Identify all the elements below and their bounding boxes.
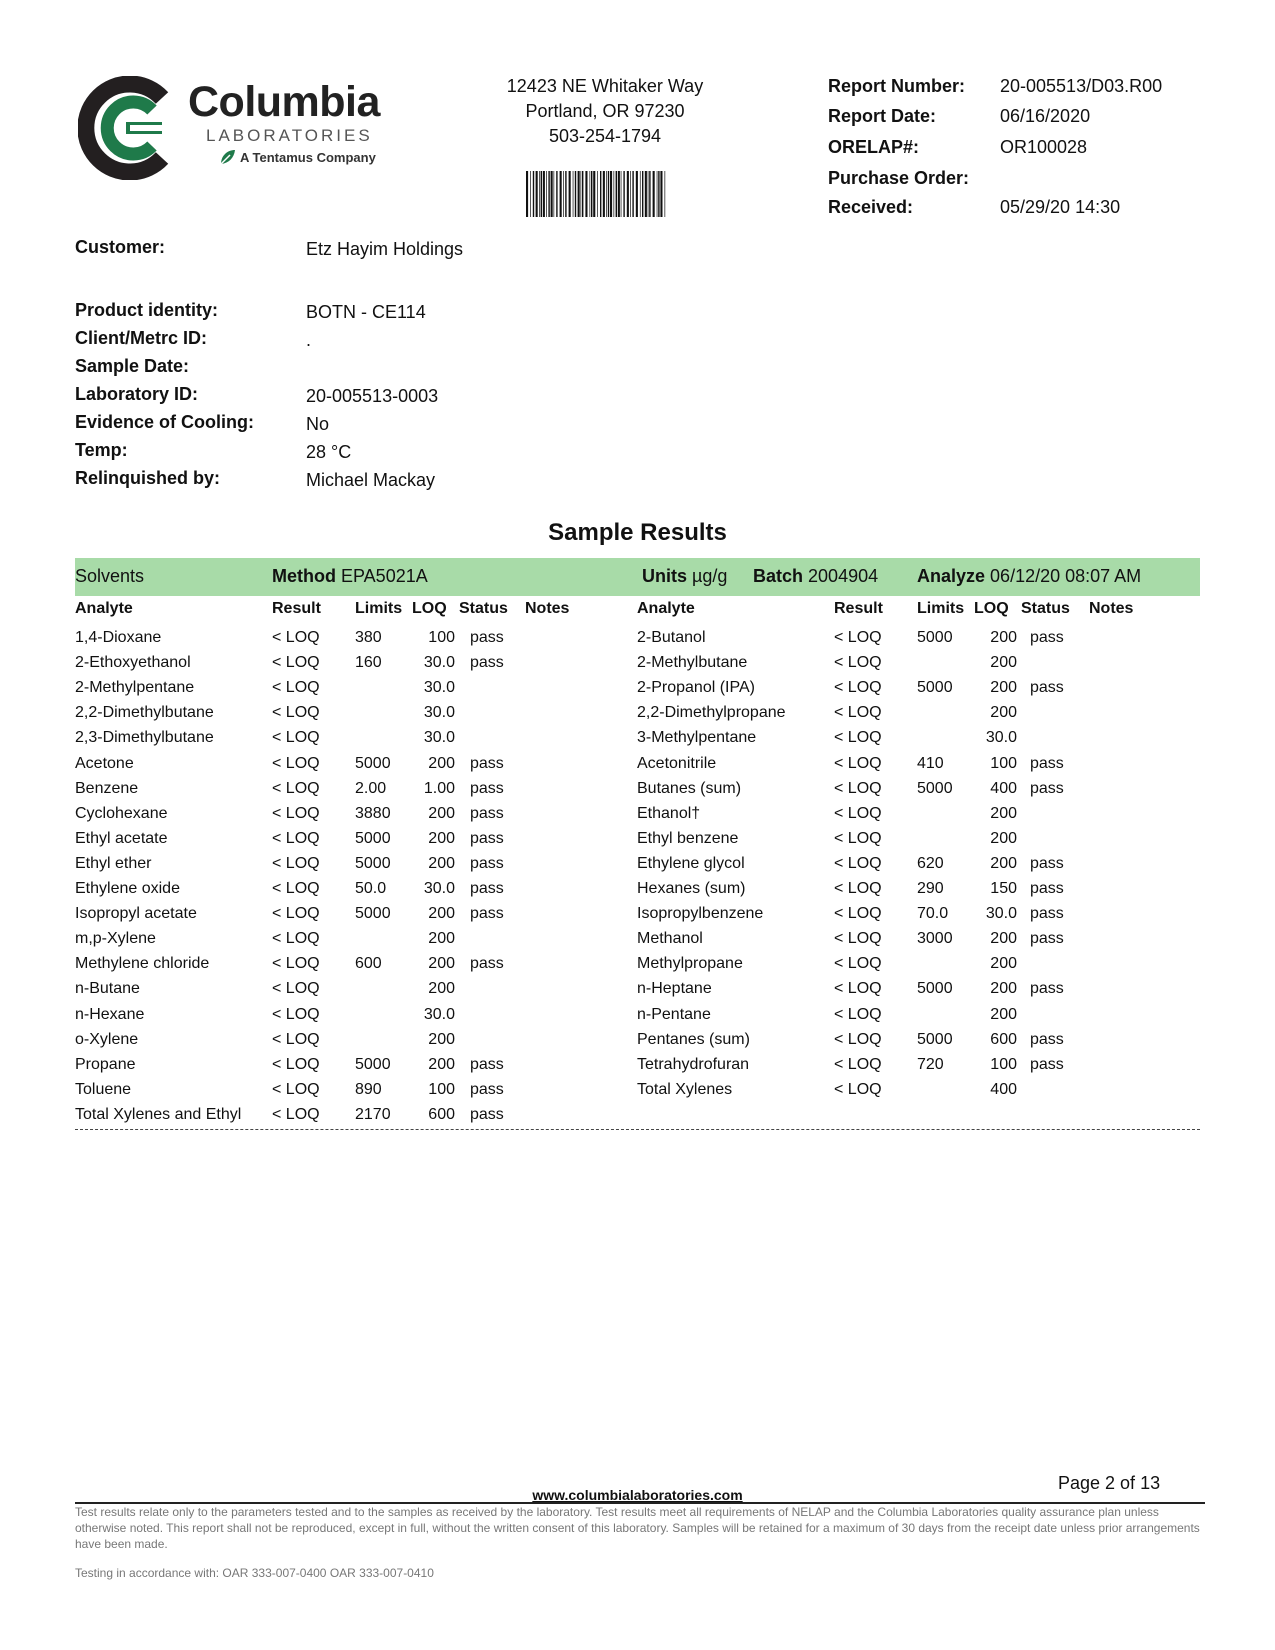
analyte-limit: 2.00: [355, 779, 387, 797]
column-header-status: Status: [1021, 600, 1070, 617]
barcode-bar: [623, 171, 624, 217]
analyte-result: < LOQ: [834, 955, 882, 973]
solvents-category: Solvents: [75, 566, 145, 586]
barcode-bar: [597, 171, 598, 217]
barcode-bar: [642, 171, 643, 217]
analyte-result: < LOQ: [272, 629, 320, 646]
analyte-status: pass: [1030, 1030, 1064, 1048]
barcode-bar: [658, 171, 659, 217]
analyte-status: pass: [1030, 930, 1064, 948]
analyte-name: Ethyl ether: [75, 854, 152, 872]
analyte-name: Cyclohexane: [75, 804, 168, 822]
analyte-status: pass: [470, 905, 504, 923]
report-info-value: 06/16/2020: [1000, 106, 1091, 126]
report-info-label: Report Number:: [828, 76, 966, 96]
analyte-result: < LOQ: [272, 880, 320, 897]
column-header-limits: Limits: [355, 600, 403, 617]
analyte-result: < LOQ: [834, 804, 882, 822]
units-value: µg/g: [692, 566, 728, 586]
analyte-result: < LOQ: [272, 654, 320, 672]
analyte-loq: 30.0: [423, 1005, 455, 1023]
analyte-name: Pentanes (sum): [637, 1030, 750, 1048]
barcode-bar: [581, 171, 582, 217]
barcode-bar: [648, 171, 649, 217]
analyte-loq: 200: [428, 905, 455, 923]
analyte-status: pass: [470, 854, 504, 872]
method-info: [272, 566, 428, 587]
column-header-notes: Notes: [525, 600, 570, 617]
address-phone: 503-254-1794: [548, 126, 662, 146]
analyte-limit: 5000: [355, 854, 391, 872]
analyte-status: pass: [1030, 1055, 1064, 1073]
barcode-bar: [649, 171, 650, 217]
analyte-result: < LOQ: [834, 1080, 882, 1098]
analyte-limit: 160: [355, 654, 382, 672]
analyte-name: 2-Butanol: [637, 629, 706, 646]
barcode-bar: [618, 171, 620, 217]
analyte-loq: 1.00: [423, 779, 455, 797]
analyte-name: n-Pentane: [637, 1005, 711, 1023]
results-title: Sample Results: [548, 519, 727, 546]
analyte-limit: 5000: [917, 629, 953, 646]
product-field-value: Michael Mackay: [306, 470, 436, 490]
analyte-name: 3-Methylpentane: [637, 729, 757, 747]
analyte-loq: 200: [990, 679, 1017, 697]
analyte-result: < LOQ: [272, 729, 320, 747]
analyte-result: < LOQ: [834, 754, 882, 772]
barcode-bar: [630, 171, 631, 217]
analyte-result: < LOQ: [272, 779, 320, 797]
method-label: Method: [272, 566, 336, 586]
analyte-limit: 620: [917, 854, 944, 872]
analyte-limit: 890: [355, 1080, 382, 1098]
barcode-bar: [582, 171, 583, 217]
product-field-value: .: [306, 330, 312, 350]
analyze-info: [917, 566, 1141, 587]
analyte-name: 2,3-Dimethylbutane: [75, 729, 214, 747]
results-header-bar: [75, 558, 1200, 596]
analyte-name: Ethanol†: [637, 804, 701, 822]
logo-tagline: A Tentamus Company: [240, 150, 376, 165]
analyte-loq: 30.0: [423, 654, 455, 672]
analyte-name: n-Butane: [75, 980, 140, 998]
analyte-limit: 380: [355, 629, 382, 646]
analyte-limit: 5000: [917, 679, 953, 697]
barcode-bar: [548, 171, 549, 217]
analyte-loq: 30.0: [423, 729, 455, 747]
analyte-result: < LOQ: [834, 980, 882, 998]
analyte-limit: 5000: [917, 1030, 953, 1048]
analyte-name: Ethylene glycol: [637, 854, 745, 872]
analyte-loq: 200: [990, 804, 1017, 822]
analyze-label: Analyze: [917, 566, 986, 586]
analyte-result: < LOQ: [272, 955, 320, 973]
analyte-loq: 200: [990, 930, 1017, 948]
analyte-limit: 600: [355, 955, 382, 973]
analyte-status: pass: [470, 779, 504, 797]
customer-label: Customer:: [75, 237, 166, 257]
analyte-loq: 30.0: [423, 679, 455, 697]
report-info-label: Report Date:: [828, 106, 937, 126]
analyte-result: < LOQ: [834, 704, 882, 722]
logo-subtitle: LABORATORIES: [206, 126, 373, 145]
analyte-status: pass: [470, 629, 504, 646]
analyte-result: < LOQ: [272, 980, 320, 998]
barcode-bar: [645, 171, 647, 217]
analyte-result: < LOQ: [272, 854, 320, 872]
barcode-bar: [657, 171, 658, 217]
analyte-status: pass: [1030, 629, 1064, 646]
analyte-loq: 100: [990, 1055, 1017, 1073]
barcode-bar: [533, 171, 534, 217]
analyte-name: 2,2-Dimethylpropane: [637, 704, 786, 722]
report-info-label: ORELAP#:: [828, 137, 920, 157]
website-link[interactable]: www.columbialaboratories.com: [532, 1487, 743, 1503]
analyte-result: < LOQ: [272, 1030, 320, 1048]
analyte-name: 2-Propanol (IPA): [637, 679, 755, 697]
barcode-bar: [543, 171, 545, 217]
analyte-status: pass: [470, 880, 504, 897]
units-label: Units: [642, 566, 687, 586]
analyte-status: pass: [470, 654, 504, 672]
barcode-bar: [551, 171, 553, 217]
column-header-analyte: Analyte: [637, 600, 695, 617]
product-field-label: Evidence of Cooling:: [75, 412, 255, 432]
barcode-bar: [665, 171, 666, 217]
analyte-status: pass: [470, 1105, 504, 1123]
analyte-name: Benzene: [75, 779, 139, 797]
barcode-bar: [614, 171, 615, 217]
analyte-result: < LOQ: [272, 829, 320, 847]
column-header-loq: LOQ: [412, 600, 447, 617]
results-end-divider: [75, 1129, 1200, 1130]
barcode-bar: [575, 171, 576, 217]
analyte-result: < LOQ: [272, 1055, 320, 1073]
barcode-bar: [600, 171, 601, 217]
analyte-result: < LOQ: [272, 930, 320, 948]
analyte-loq: 100: [428, 1080, 455, 1098]
barcode-bar: [585, 171, 587, 217]
analyte-name: Acetonitrile: [637, 754, 717, 772]
analyte-name: Ethylene oxide: [75, 880, 180, 897]
columbia-c-logo-icon: [78, 76, 182, 180]
analyte-loq: 200: [428, 804, 455, 822]
analyte-name: Isopropylbenzene: [637, 905, 764, 923]
analyte-loq: 200: [428, 955, 455, 973]
analyte-name: Ethyl acetate: [75, 829, 168, 847]
analyte-name: Methylpropane: [637, 955, 743, 973]
analyte-name: n-Hexane: [75, 1005, 145, 1023]
analyte-limit: 70.0: [917, 905, 949, 923]
analyte-name: 2-Ethoxyethanol: [75, 654, 191, 672]
barcode-bar: [563, 171, 564, 217]
product-field-label: Laboratory ID:: [75, 384, 199, 404]
analyte-limit: 2170: [355, 1105, 391, 1123]
analyte-loq: 200: [428, 1055, 455, 1073]
analyte-loq: 600: [990, 1030, 1017, 1048]
barcode-bar: [593, 171, 595, 217]
analyte-limit: 5000: [355, 829, 391, 847]
analyte-result: < LOQ: [272, 1005, 320, 1023]
barcode-bar: [591, 171, 592, 217]
product-field-value: BOTN - CE114: [306, 302, 426, 322]
barcode-bar: [556, 171, 557, 217]
analyte-limit: 5000: [355, 1055, 391, 1073]
analyte-name: Ethyl benzene: [637, 829, 739, 847]
analyte-loq: 30.0: [423, 880, 455, 897]
analyte-loq: 100: [990, 754, 1017, 772]
analyte-name: 2-Methylpentane: [75, 679, 195, 697]
product-field-label: Relinquished by:: [75, 468, 221, 488]
analyte-status: pass: [1030, 905, 1064, 923]
tentamus-leaf-icon: [218, 147, 238, 167]
analyte-loq: 600: [428, 1105, 455, 1123]
barcode-bar: [554, 171, 555, 217]
analyte-status: pass: [1030, 854, 1064, 872]
barcode-bar: [616, 171, 617, 217]
analyte-result: < LOQ: [272, 1080, 320, 1098]
analyte-result: < LOQ: [272, 1105, 320, 1123]
analyte-result: < LOQ: [834, 905, 882, 923]
analyte-status: pass: [470, 804, 504, 822]
barcode-bar: [636, 171, 638, 217]
analyte-result: < LOQ: [834, 779, 882, 797]
analyte-loq: 30.0: [985, 905, 1017, 923]
barcode-bar: [573, 171, 574, 217]
analyte-loq: 400: [990, 779, 1017, 797]
analyte-status: pass: [1030, 779, 1064, 797]
barcode-bar: [536, 171, 538, 217]
analyte-result: < LOQ: [834, 880, 882, 897]
analyte-name: Toluene: [75, 1080, 132, 1098]
company-logo: [78, 76, 398, 186]
analyte-result: < LOQ: [834, 930, 882, 948]
address-line-2: Portland, OR 97230: [525, 101, 685, 121]
analyte-limit: 5000: [355, 905, 391, 923]
analyte-name: Isopropyl acetate: [75, 905, 197, 923]
analyte-result: < LOQ: [834, 654, 882, 672]
product-field-label: Product identity:: [75, 300, 218, 320]
analyte-loq: 200: [990, 829, 1017, 847]
analyte-result: < LOQ: [834, 1055, 882, 1073]
analyte-loq: 200: [990, 955, 1017, 973]
analyte-result: < LOQ: [834, 829, 882, 847]
method-value: EPA5021A: [341, 566, 428, 586]
report-info-value: 05/29/20 14:30: [1000, 197, 1121, 217]
testing-accordance-note: Testing in accordance with: OAR 333-007-0400 OAR 333-007-0410: [75, 1566, 434, 1580]
barcode-bar: [539, 171, 540, 217]
page-number: Page 2 of 13: [1058, 1473, 1161, 1493]
analyte-loq: 200: [990, 1005, 1017, 1023]
barcode-bar: [578, 171, 580, 217]
analyte-status: pass: [470, 1080, 504, 1098]
analyte-result: < LOQ: [834, 729, 882, 747]
analyte-name: Total Xylenes and Ethyl: [75, 1105, 242, 1123]
units-info: [642, 566, 727, 587]
product-field-value: 28 °C: [306, 442, 352, 462]
barcode-bar: [640, 171, 641, 217]
disclaimer-text: Test results relate only to the parameters tested and to the samples as received by the laboratory. Test results meet all requirements of NELAP and the Columbia Laboratories quality assurance plan unless otherwise noted. This report shall not be reproduced, except in full, without the written consent of this laboratory. Samples will be retained for a maximum of 30 days from the receipt date unless prior arrangements have been made.: [75, 1505, 1200, 1551]
analyte-result: < LOQ: [834, 1030, 882, 1048]
analyte-result: < LOQ: [834, 679, 882, 697]
analyte-loq: 200: [428, 854, 455, 872]
report-info-label: Purchase Order:: [828, 168, 970, 188]
column-header-result: Result: [834, 600, 883, 617]
analyte-status: pass: [470, 829, 504, 847]
column-header-limits: Limits: [917, 600, 965, 617]
analyte-status: pass: [1030, 980, 1064, 998]
analyte-name: Propane: [75, 1055, 136, 1073]
analyte-name: Tetrahydrofuran: [637, 1055, 750, 1073]
analyte-result: < LOQ: [272, 679, 320, 697]
analyte-result: < LOQ: [272, 804, 320, 822]
barcode-bar: [621, 171, 622, 217]
analyte-status: pass: [1030, 880, 1064, 897]
analyte-limit: 5000: [355, 754, 391, 772]
barcode-bar: [627, 171, 629, 217]
analyte-name: 1,4-Dioxane: [75, 629, 162, 646]
barcode-bar: [541, 171, 542, 217]
analyte-limit: 5000: [917, 779, 953, 797]
analyte-limit: 50.0: [355, 880, 387, 897]
analyte-loq: 200: [990, 629, 1017, 646]
analyte-limit: 3880: [355, 804, 391, 822]
analyte-loq: 200: [428, 1030, 455, 1048]
analyte-loq: 200: [990, 654, 1017, 672]
logo-wordmark: Columbia: [188, 78, 380, 126]
analyte-status: pass: [470, 754, 504, 772]
analyte-loq: 200: [428, 829, 455, 847]
barcode: [526, 171, 668, 217]
analyte-name: m,p-Xylene: [75, 930, 156, 948]
analyte-limit: 290: [917, 880, 944, 897]
analyte-result: < LOQ: [834, 854, 882, 872]
product-field-label: Client/Metrc ID:: [75, 328, 208, 348]
analyte-name: Methylene chloride: [75, 955, 210, 973]
column-header-analyte: Analyte: [75, 600, 133, 617]
barcode-bar: [610, 171, 612, 217]
barcode-bar: [606, 171, 607, 217]
analyte-limit: 5000: [917, 980, 953, 998]
batch-value: 2004904: [808, 566, 879, 586]
analyte-limit: 410: [917, 754, 944, 772]
analyte-loq: 150: [990, 880, 1017, 897]
analyte-loq: 200: [990, 704, 1017, 722]
report-info-value: 20-005513/D03.R00: [1000, 76, 1163, 96]
analyte-name: Total Xylenes: [637, 1080, 733, 1098]
analyte-limit: 3000: [917, 930, 953, 948]
analyte-name: Acetone: [75, 754, 134, 772]
barcode-bar: [530, 171, 531, 217]
analyte-loq: 30.0: [423, 704, 455, 722]
analyte-loq: 400: [990, 1080, 1017, 1098]
barcode-bar: [632, 171, 633, 217]
analyte-status: pass: [470, 955, 504, 973]
analyte-loq: 100: [428, 629, 455, 646]
analyte-result: < LOQ: [834, 629, 882, 646]
barcode-bar: [660, 171, 662, 217]
barcode-bar: [560, 171, 562, 217]
analyte-result: < LOQ: [272, 754, 320, 772]
product-field-value: 20-005513-0003: [306, 386, 439, 406]
report-info-label: Received:: [828, 197, 914, 217]
barcode-bar: [546, 171, 547, 217]
barcode-bar: [526, 171, 528, 217]
analyte-result: < LOQ: [834, 1005, 882, 1023]
analyte-result: < LOQ: [272, 704, 320, 722]
column-header-loq: LOQ: [974, 600, 1009, 617]
analyte-loq: 200: [428, 754, 455, 772]
product-field-value: No: [306, 414, 330, 434]
barcode-bar: [653, 171, 655, 217]
analyte-name: 2-Methylbutane: [637, 654, 748, 672]
column-header-status: Status: [459, 600, 508, 617]
address-line-1: 12423 NE Whitaker Way: [506, 76, 704, 96]
barcode-bar: [569, 171, 571, 217]
analyte-name: 2,2-Dimethylbutane: [75, 704, 214, 722]
product-field-label: Temp:: [75, 440, 128, 460]
analyte-loq: 200: [428, 980, 455, 998]
analyte-name: n-Heptane: [637, 980, 712, 998]
analyte-loq: 200: [990, 854, 1017, 872]
analyze-value: 06/12/20 08:07 AM: [990, 566, 1142, 586]
analyte-status: pass: [1030, 754, 1064, 772]
barcode-bar: [608, 171, 609, 217]
column-header-notes: Notes: [1089, 600, 1134, 617]
batch-label: Batch: [753, 566, 804, 586]
analyte-status: pass: [1030, 679, 1064, 697]
barcode-bar: [590, 171, 591, 217]
analyte-loq: 200: [428, 930, 455, 948]
barcode-bar: [565, 171, 566, 217]
analyte-name: o-Xylene: [75, 1030, 139, 1048]
product-field-label: Sample Date:: [75, 356, 190, 376]
analyte-status: pass: [470, 1055, 504, 1073]
report-info-value: OR100028: [1000, 137, 1088, 157]
barcode-bar: [603, 171, 605, 217]
analyte-name: Methanol: [637, 930, 703, 948]
customer-value: Etz Hayim Holdings: [306, 239, 464, 259]
analyte-name: Butanes (sum): [637, 779, 742, 797]
analyte-loq: 30.0: [985, 729, 1017, 747]
analyte-loq: 200: [990, 980, 1017, 998]
analyte-result: < LOQ: [272, 905, 320, 923]
column-header-result: Result: [272, 600, 321, 617]
analyte-name: Hexanes (sum): [637, 880, 746, 897]
batch-info: [753, 566, 878, 587]
analyte-limit: 720: [917, 1055, 944, 1073]
